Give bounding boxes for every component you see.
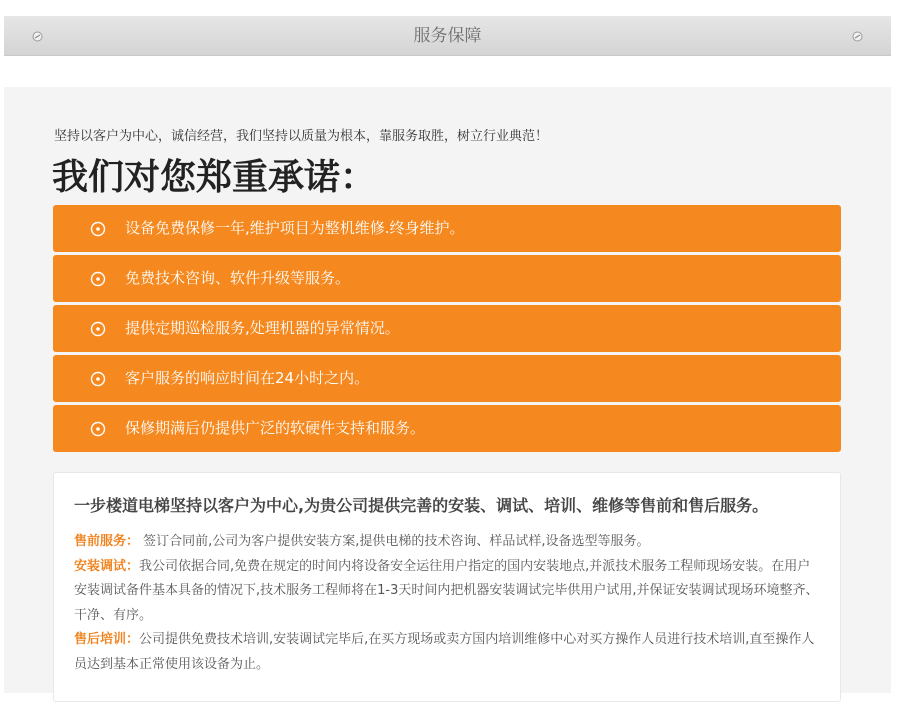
- service-label: 安装调试：: [74, 558, 140, 574]
- promise-item: [53, 205, 841, 252]
- promise-text: 客户服务的响应时间在24小时之内。: [125, 369, 370, 387]
- service-item-installation: [74, 555, 822, 629]
- service-text: 我公司依据合同,免费在规定的时间内将设备安全运往用户指定的国内安装地点,并派技术服务工程师现场安装。在用户安装调试备件基本具备的情况下,技术服务工程师将在1-3天时间内把机器安装调试完毕供用户试用,并保证安装调试现场环境整齐、干净、有序。: [74, 558, 819, 623]
- promise-text: 提供定期巡检服务,处理机器的异常情况。: [125, 319, 400, 337]
- circle-dot-icon: [90, 371, 106, 387]
- circle-dot-icon: [90, 321, 106, 337]
- promise-item: [53, 305, 841, 352]
- promise-headline: 我们对您郑重承诺：: [52, 157, 377, 198]
- service-text: 签订合同前,公司为客户提供安装方案,提供电梯的技术咨询、样品试样,设备选型等服务。: [139, 534, 650, 549]
- promise-item: [53, 255, 841, 302]
- promise-item: [53, 405, 841, 452]
- service-text: 公司提供免费技术培训,安装调试完毕后,在买方现场或卖方国内培训维修中心对买方操作人员进行技术培训,直至操作人员达到基本正常使用该设备为止。: [74, 632, 815, 672]
- service-label: 售前服务：: [74, 534, 140, 549]
- service-body: [74, 530, 822, 677]
- service-title: 一步楼道电梯坚持以客户为中心,为贵公司提供完善的安装、调试、培训、维修等售前和售后服务。: [74, 496, 769, 515]
- section-title: 服务保障: [413, 26, 482, 46]
- service-label: 售后培训：: [74, 632, 140, 647]
- screw-icon: [852, 31, 863, 42]
- slogan-text: 坚持以客户为中心，诚信经营，我们坚持以质量为根本，靠服务取胜，树立行业典范！: [54, 129, 549, 144]
- service-description-card: [53, 472, 841, 702]
- service-guarantee-panel: [4, 87, 891, 693]
- promise-list: [53, 205, 841, 455]
- promise-text: 设备免费保修一年,维护项目为整机维修.终身维护。: [125, 219, 465, 237]
- service-item-training: [74, 628, 822, 677]
- promise-item: [53, 355, 841, 402]
- service-item-presale: [74, 530, 822, 555]
- promise-text: 保修期满后仍提供广泛的软硬件支持和服务。: [125, 419, 426, 437]
- section-title-bar: [4, 16, 891, 56]
- circle-dot-icon: [90, 271, 106, 287]
- promise-text: 免费技术咨询、软件升级等服务。: [125, 269, 351, 287]
- circle-dot-icon: [90, 221, 106, 237]
- circle-dot-icon: [90, 421, 106, 437]
